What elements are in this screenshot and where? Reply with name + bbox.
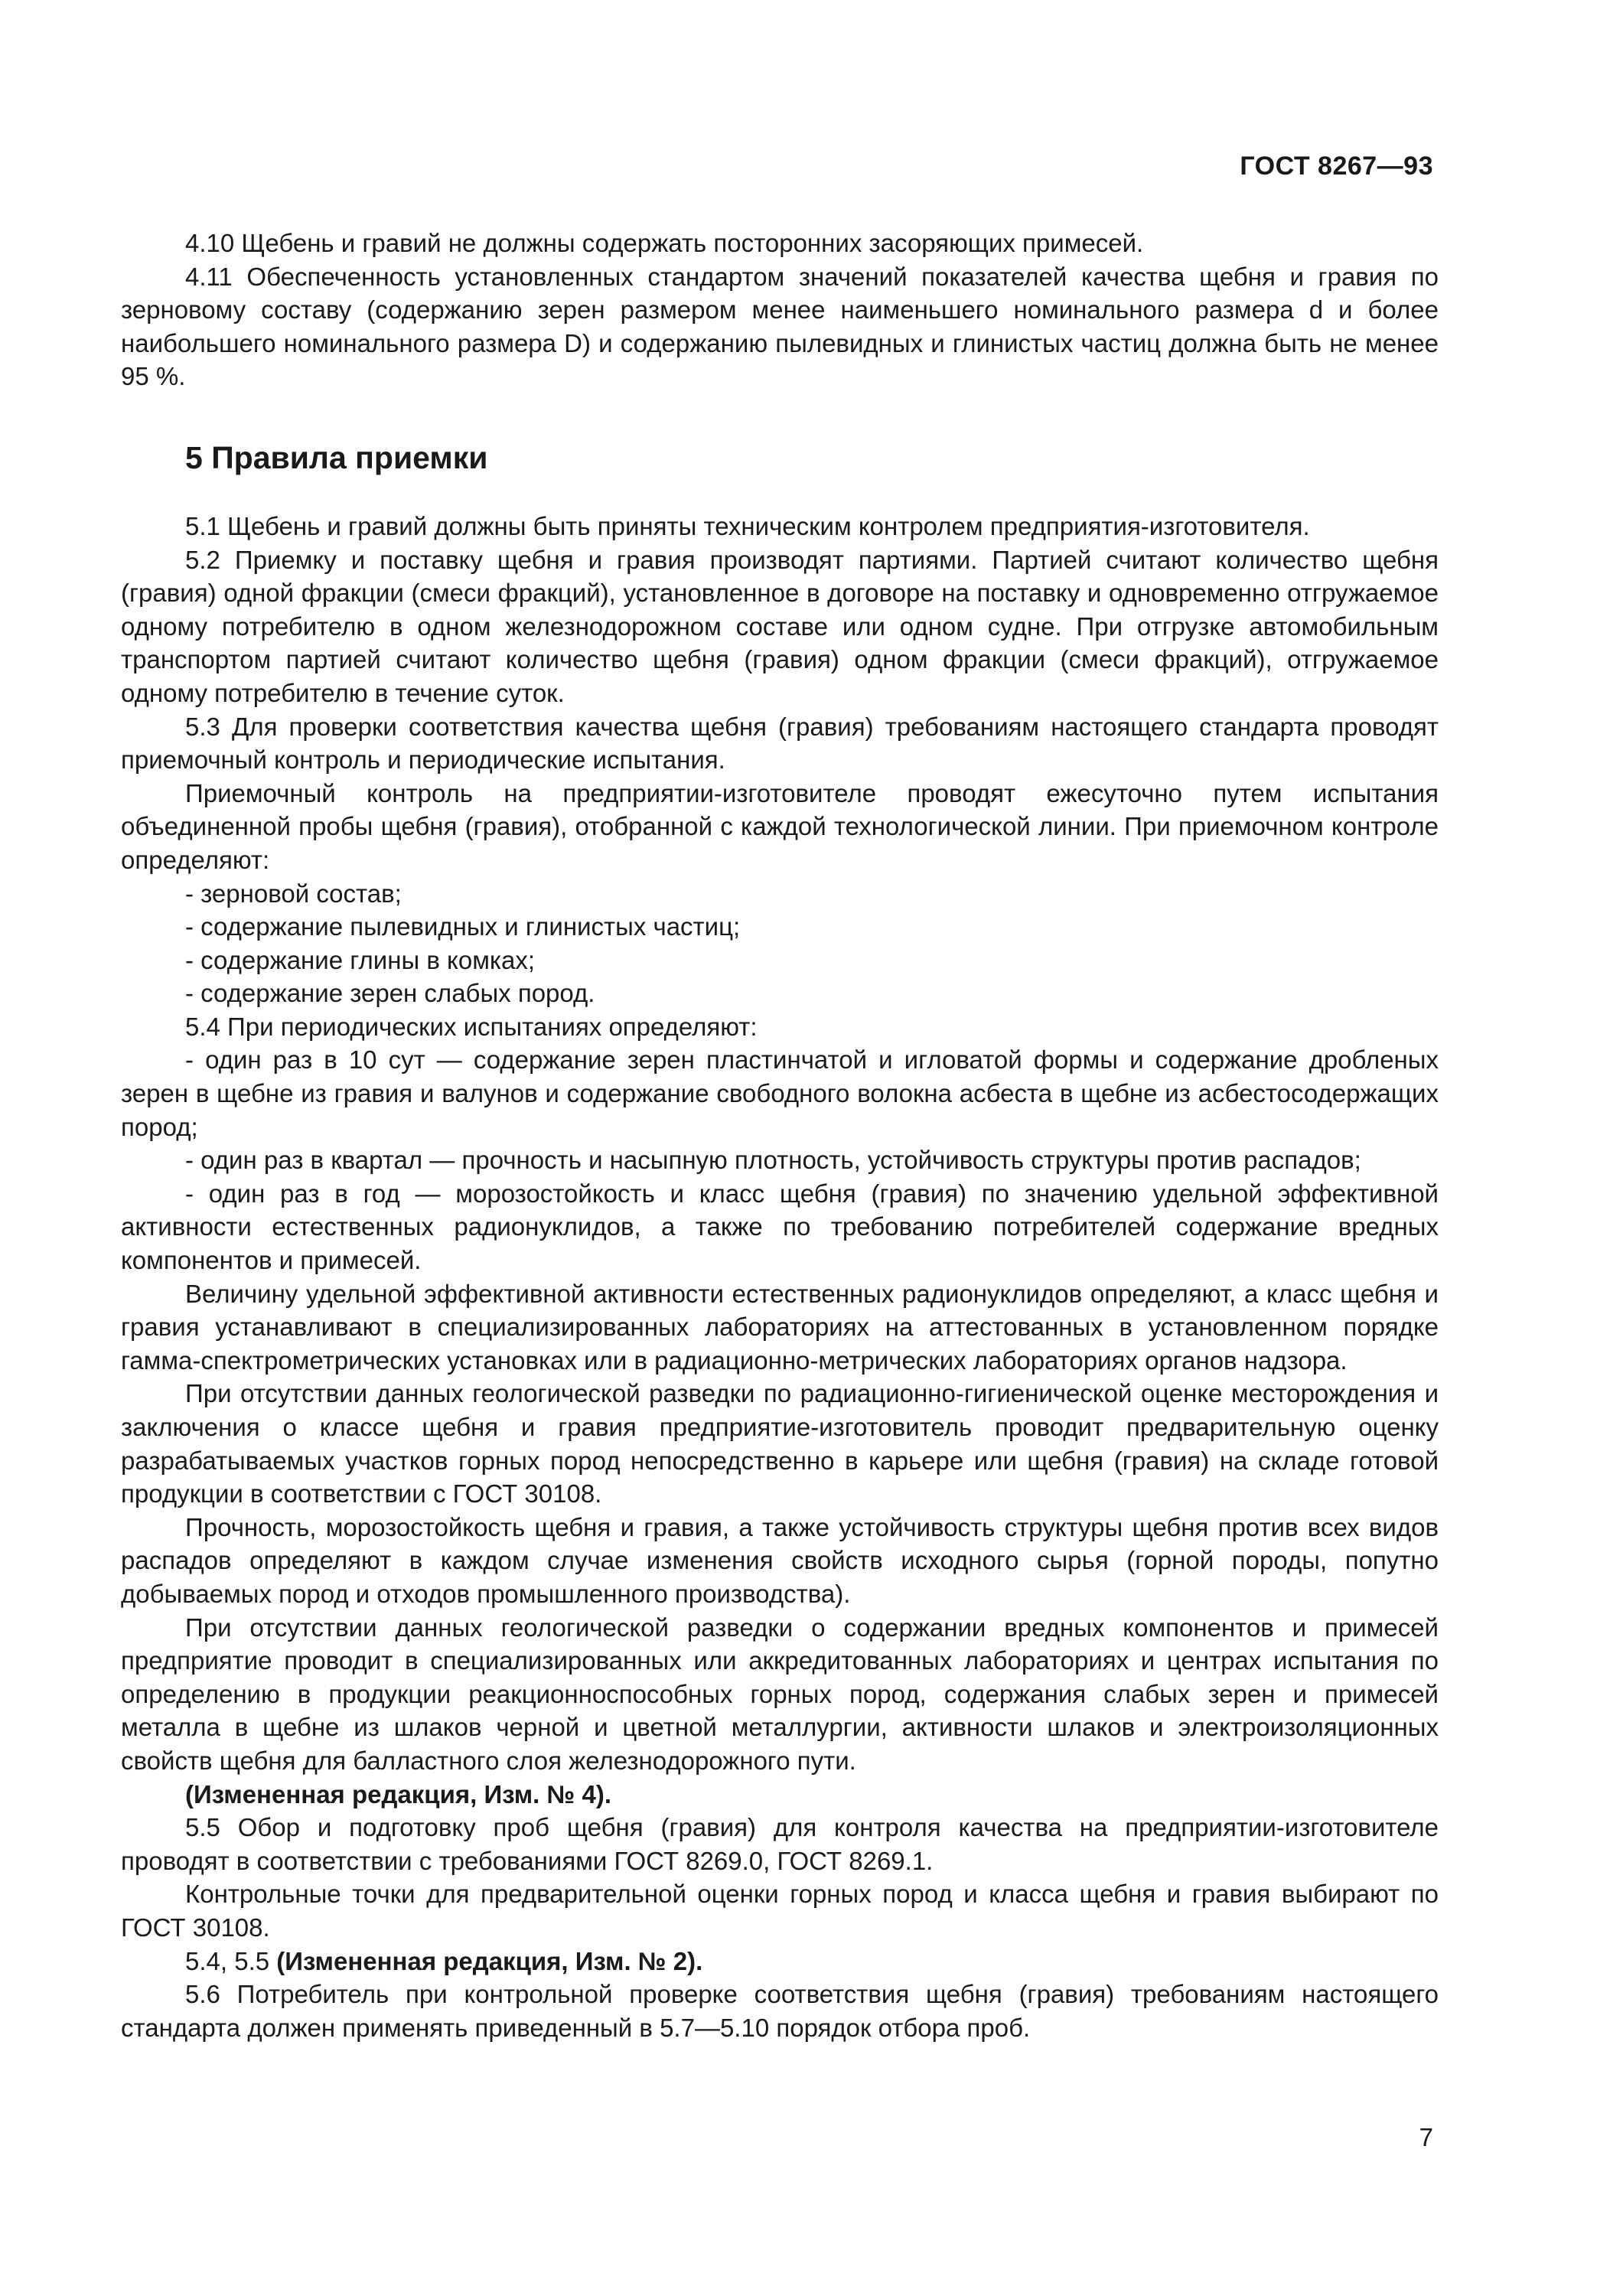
list-item: - один раз в 10 сут — содержание зерен пластинчатой и игловатой формы и содержание дробленых зерен в щебне из гравия и валунов и содержание свободного волокна асбеста в щебне из асбестосодержащих пород;	[121, 1045, 1439, 1141]
document-header: ГОСТ 8267—93	[1240, 152, 1433, 181]
paragraph-5-5: 5.5 Обор и подготовку проб щебня (гравия) для контроля качества на предприятии-изготовителе проводят в соответствии с требованиями ГОСТ 8269.0, ГОСТ 8269.1.	[121, 1813, 1439, 1875]
paragraph-4-11: 4.11 Обеспеченность установленных стандартом значений показателей качества щебня и гравия по зерновому составу (содержанию зерен размером менее наименьшего номинального размера d и более наибольшего номинального размера D) и содержанию пылевидных и глинистых частиц должна быть не менее 95 %.	[121, 262, 1439, 391]
paragraph-harmful-components: При отсутствии данных геологической разведки о содержании вредных компонентов и примесей предприятие проводит в специализированных или аккредитованных лабораториях и центрах испытания по определению в продукции реакционноспособных горных пород, содержания слабых зерен и примесей металла в щебне из шлаков черной и цветной металлургии, активности шлаков и электроизоляционных свойств щебня для балластного слоя железнодорожного пути.	[121, 1613, 1439, 1775]
paragraph-5-2: 5.2 Приемку и поставку щебня и гравия производят партиями. Партией считают количество щебня (гравия) одной фракции (смеси фракций), установленное в договоре на поставку и одновременно отгружаемое одному потребителю в одном железнодорожном составе или одном судне. При отгрузке автомобильным транспортом партией считают количество щебня (гравия) одном фракции (смеси фракций), отгружаемое одному потребителю в течение суток.	[121, 545, 1439, 707]
paragraph-5-6: 5.6 Потребитель при контрольной проверке соответствия щебня (гравия) требованиям настоящего стандарта должен применять приведенный в 5.7—5.10 порядок отбора проб.	[121, 1980, 1439, 2042]
list-item: - один раз в год — морозостойкость и класс щебня (гравия) по значению удельной эффективной активности естественных радионуклидов, а также по требованию потребителей содержание вредных компонентов и примесей.	[121, 1179, 1439, 1275]
list-item: - один раз в квартал — прочность и насыпную плотность, устойчивость структуры против распадов;	[185, 1146, 1361, 1175]
paragraph-strength: Прочность, морозостойкость щебня и гравия, а также устойчивость структуры щебня против всех видов распадов определяют в каждом случае изменения свойств исходного сырья (горной породы, попутно добываемых пород и отходов промышленного производства).	[121, 1512, 1439, 1608]
amendment-note: (Измененная редакция, Изм. № 4).	[185, 1779, 611, 1808]
list-item: - содержание зерен слабых пород.	[185, 979, 595, 1008]
list-item: - содержание глины в комках;	[185, 945, 536, 974]
paragraph-control-points: Контрольные точки для предварительной оценки горных пород и класса щебня и гравия выбирают по ГОСТ 30108.	[121, 1880, 1439, 1942]
document-body	[121, 227, 1439, 2044]
list-item: - содержание пылевидных и глинистых частиц;	[185, 912, 741, 941]
section-title: 5 Правила приемки	[185, 439, 488, 475]
paragraph-5-3: 5.3 Для проверки соответствия качества щебня (гравия) требованиям настоящего стандарта проводят приемочный контроль и периодические испытания.	[121, 712, 1439, 775]
amendment-note: (Измененная редакция, Изм. № 2).	[276, 1946, 703, 1975]
paragraph-radionuclides: Величину удельной эффективной активности естественных радионуклидов определяют, а класс щебня и гравия устанавливают в специализированных лабораториях на аттестованных в установленном порядке гамма-спектрометрических установках или в радиационно-метрических лабораториях органов надзора.	[121, 1279, 1439, 1375]
amendment-line	[121, 1945, 1439, 1978]
paragraph-5-4: 5.4 При периодических испытаниях определяют:	[185, 1012, 758, 1041]
list-item: - зерновой состав;	[185, 879, 402, 908]
paragraph-acceptance-control: Приемочный контроль на предприятии-изготовителе проводят ежесуточно путем испытания объединенной пробы щебня (гравия), отобранной с каждой технологической линии. При приемочном контроле определяют:	[121, 778, 1439, 874]
paragraph-geology-radiation: При отсутствии данных геологической разведки по радиационно-гигиенической оценке месторождения и заключения о классе щебня и гравия предприятие-изготовитель проводит предварительную оценку разрабатываемых участков горных пород непосредственно в карьере или щебня (гравия) на складе готовой продукции в соответствии с ГОСТ 30108.	[121, 1379, 1439, 1508]
page-number: 7	[1419, 2123, 1433, 2151]
paragraph-5-1: 5.1 Щебень и гравий должны быть приняты техническим контролем предприятия-изготовителя.	[185, 511, 1310, 540]
paragraph-4-10: 4.10 Щебень и гравий не должны содержать посторонних засоряющих примесей.	[185, 229, 1144, 257]
amendment-prefix: 5.4, 5.5	[185, 1946, 277, 1975]
